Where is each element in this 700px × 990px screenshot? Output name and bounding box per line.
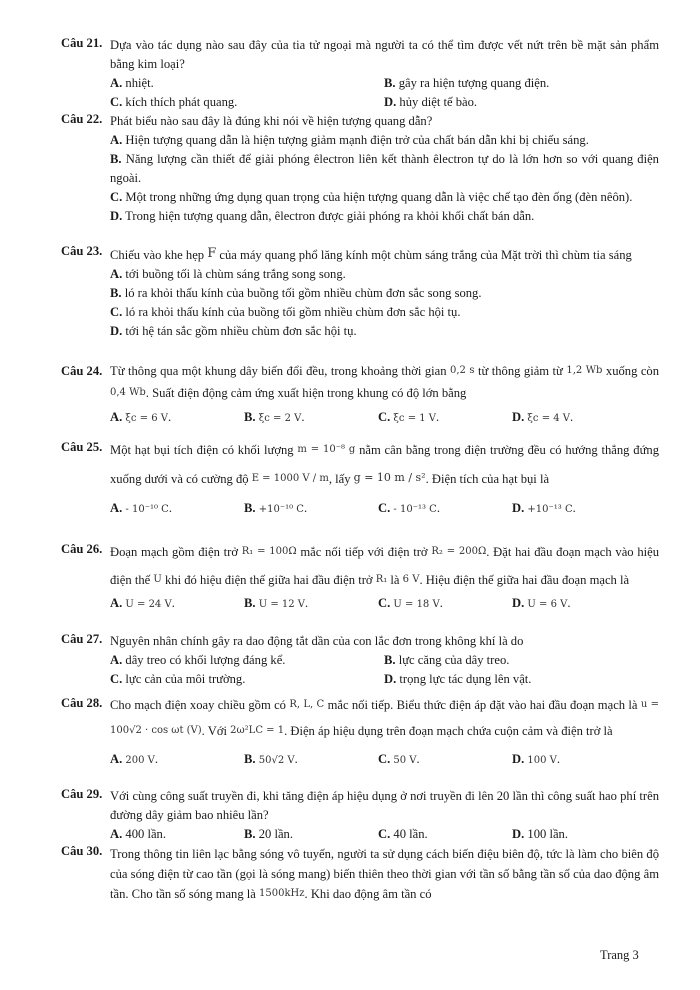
option-c[interactable]: C. kích thích phát quang. [110, 95, 238, 109]
option-d[interactable]: D. tới hệ tán sắc gồm nhiều chùm đơn sắc hội tụ. [110, 324, 357, 338]
option-c[interactable]: C. U = 18 V. [378, 596, 443, 610]
question-stem: Với cùng công suất truyền đi, khi tăng điện áp hiệu dụng ở nơi truyền đi lên 20 lần thì công suất hao phí trên đường dây giảm bao nhiêu lần? [110, 789, 659, 822]
option-b[interactable]: B. lực căng của dây treo. [384, 653, 510, 667]
question-number: Câu 22. [61, 112, 103, 126]
option-b[interactable]: B. 20 lần. [244, 827, 293, 841]
option-c[interactable]: C. - 10⁻¹³ C. [378, 501, 440, 515]
option-d[interactable]: D. U = 6 V. [512, 596, 571, 610]
option-d[interactable]: D. 100 V. [512, 752, 561, 766]
question-stem: Từ thông qua một khung dây biến đổi đều, trong khoảng thời gian 0,2 s từ thông giảm từ 1,2 Wb xuống còn 0,4 Wb. Suất điện động cảm ứng xuất hiện trong khung có độ lớn bằng [110, 364, 660, 400]
question-number: Câu 24. [61, 364, 103, 378]
question-stem: Trong thông tin liên lạc bằng sóng vô tuyến, người ta sử dụng cách biến điệu biên độ, tức là làm cho biên độ của sóng điện từ cao tần (gọi là sóng mang) biến thiên theo thời gian với tần số bằng tần số của dao động âm tần. Cho tần số sóng mang là 1500kHz. Khi dao động âm tần có [110, 847, 659, 901]
question-number: Câu 23. [61, 244, 103, 258]
option-b[interactable]: B. ló ra khỏi thấu kính của buồng tối gồm nhiều chùm đơn sắc song song. [110, 286, 482, 300]
question-number: Câu 25. [61, 440, 103, 454]
question-23 [61, 244, 659, 341]
option-a[interactable]: A. tới buồng tối là chùm sáng trắng song song. [110, 267, 346, 281]
question-stem: Cho mạch điện xoay chiều gồm có R, L, C mắc nối tiếp. Biểu thức điện áp đặt vào hai đầu đoạn mạch là u = 100√2 · cos ωt (V). Với 2ω²LC = 1. Điện áp hiệu dụng trên đoạn mạch chứa cuộn cảm và điện trở là [110, 698, 660, 738]
question-stem: Đoạn mạch gồm điện trở R₁ = 100Ω mắc nối tiếp với điện trở R₂ = 200Ω. Đặt hai đầu đoạn mạch vào hiệu điện thế U khi đó hiệu điện thế giữa hai đầu điện trở R₁ là 6 V. Hiệu điện thế giữa hai đầu đoạn mạch là [110, 545, 660, 587]
option-c[interactable]: C. lực cản của môi trường. [110, 672, 246, 686]
option-c[interactable]: C. ξc = 1 V. [378, 410, 440, 424]
question-number: Câu 21. [61, 36, 103, 50]
question-stem: Dựa vào tác dụng nào sau đây của tia tử ngoại mà người ta có thể tìm được vết nứt trên bề mặt sản phẩm bằng kim loại? [110, 38, 659, 71]
option-a[interactable]: A. - 10⁻¹⁰ C. [110, 501, 172, 515]
option-b[interactable]: B. ξc = 2 V. [244, 410, 305, 424]
option-a[interactable]: A. ξc = 6 V. [110, 410, 172, 424]
question-29 [61, 787, 659, 844]
question-28 [61, 692, 659, 770]
option-c[interactable]: C. Một trong những ứng dụng quan trọng của hiện tượng quang dẫn là việc chế tạo đèn ống (đèn nêôn). [110, 190, 633, 204]
question-21 [61, 36, 659, 112]
question-stem: Một hạt bụi tích điện có khối lượng m = 10⁻⁸ g nằm cân bằng trong điện trường đều có hướng thẳng đứng xuống dưới và có cường độ E = 1000 V / m, lấy g = 10 m / s². Điện tích của hạt bụi là [110, 443, 660, 486]
question-number: Câu 30. [61, 844, 103, 858]
option-b[interactable]: B. Năng lượng cần thiết để giải phóng êlectron liên kết thành êlectron tự do là lớn hơn so với quang điện ngoài. [110, 152, 659, 185]
option-d[interactable]: D. Trong hiện tượng quang dẫn, êlectron được giải phóng ra khỏi khối chất bán dẫn. [110, 209, 535, 223]
question-25 [61, 436, 659, 519]
option-b[interactable]: B. U = 12 V. [244, 596, 309, 610]
option-d[interactable]: D. hủy diệt tế bào. [384, 95, 478, 109]
option-d[interactable]: D. ξc = 4 V. [512, 410, 574, 424]
option-d[interactable]: D. trọng lực tác dụng lên vật. [384, 672, 532, 686]
question-number: Câu 27. [61, 632, 103, 646]
option-a[interactable]: A. Hiện tượng quang dẫn là hiện tượng giảm mạnh điện trở của chất bán dẫn khi bị chiếu sáng. [110, 133, 589, 147]
question-stem: Nguyên nhân chính gây ra dao động tắt dần của con lắc đơn trong không khí là do [110, 634, 524, 648]
question-stem: Phát biểu nào sau đây là đúng khi nói về hiện tượng quang dẫn? [110, 114, 433, 128]
question-number: Câu 26. [61, 542, 103, 556]
option-a[interactable]: A. U = 24 V. [110, 596, 175, 610]
question-26 [61, 538, 659, 614]
question-30 [61, 844, 659, 904]
page-number: Trang 3 [600, 948, 639, 962]
question-27 [61, 632, 659, 689]
option-b[interactable]: B. gây ra hiện tượng quang điện. [384, 76, 550, 90]
option-a[interactable]: A. nhiệt. [110, 76, 154, 90]
option-a[interactable]: A. dây treo có khối lượng đáng kể. [110, 653, 286, 667]
question-stem: Chiếu vào khe hẹp F của máy quang phổ lăng kính một chùm sáng trắng của Mặt trời thì chùm tia sáng [110, 246, 632, 262]
option-b[interactable]: B. 50√2 V. [244, 752, 298, 766]
question-number: Câu 28. [61, 696, 103, 710]
option-d[interactable]: D. 100 lần. [512, 827, 568, 841]
option-a[interactable]: A. 200 V. [110, 752, 159, 766]
option-d[interactable]: D. +10⁻¹³ C. [512, 501, 576, 515]
option-c[interactable]: C. 50 V. [378, 752, 420, 766]
option-c[interactable]: C. ló ra khỏi thấu kính của buồng tối gồm nhiều chùm đơn sắc hội tụ. [110, 305, 461, 319]
question-number: Câu 29. [61, 787, 103, 801]
option-b[interactable]: B. +10⁻¹⁰ C. [244, 501, 308, 515]
option-a[interactable]: A. 400 lần. [110, 827, 166, 841]
option-c[interactable]: C. 40 lần. [378, 827, 428, 841]
question-24 [61, 360, 659, 428]
question-22 [61, 112, 659, 226]
